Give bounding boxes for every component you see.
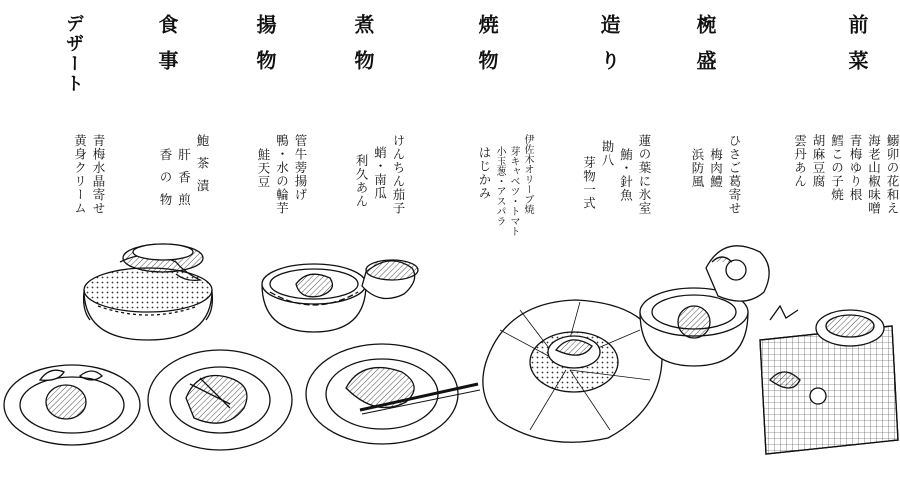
menu-item: 利久あん bbox=[354, 154, 369, 208]
menu-item: 鴨・水の輪芋 bbox=[274, 134, 290, 215]
course-title: 揚物 bbox=[253, 14, 277, 86]
menu-item: 香の物 bbox=[158, 148, 173, 216]
course-title: 焼物 bbox=[475, 14, 499, 86]
menu-item: 芽キャベツ・トマト bbox=[508, 146, 519, 236]
dessert-plate-illustration bbox=[4, 365, 140, 445]
course-title: 前菜 bbox=[845, 14, 869, 86]
sashimi-lotus-illustration bbox=[483, 300, 662, 442]
menu-item: 鮭天豆 bbox=[256, 148, 271, 189]
course-title: 椀盛 bbox=[693, 14, 717, 86]
menu-item: 鰯卯の花和え bbox=[885, 134, 900, 215]
menu-item: ひさご葛寄せ bbox=[727, 134, 742, 215]
menu-item: 海老山椒味噌 bbox=[866, 134, 882, 215]
menu-item: 青梅ゆり根 bbox=[848, 134, 863, 202]
menu-item: 肝香煎 bbox=[176, 148, 192, 216]
menu-item: 黄身クリーム bbox=[72, 134, 88, 215]
menu-item: 鮑茶漬 bbox=[195, 134, 210, 202]
menu-item: 伊佐木オリーブ焼 bbox=[522, 134, 533, 214]
course-title: デザート bbox=[63, 14, 84, 94]
course-title: 煮物 bbox=[351, 14, 375, 86]
menu-item: 鱈この子焼 bbox=[829, 134, 845, 202]
fried-plate-illustration bbox=[148, 350, 292, 450]
soup-bowl-illustration bbox=[640, 246, 769, 366]
menu-item: 勘八 bbox=[600, 140, 615, 167]
grilled-plate-illustration bbox=[306, 344, 480, 444]
menu-item: 雲丹あん bbox=[792, 134, 808, 188]
menu-item: 蛸・南瓜 bbox=[372, 146, 388, 200]
menu-item: 管牛蒡揚げ bbox=[293, 134, 308, 202]
menu-item: 浜防風 bbox=[690, 148, 705, 189]
course-title: 造り bbox=[597, 14, 621, 86]
course-title: 食事 bbox=[155, 14, 179, 86]
simmered-bowl-illustration bbox=[262, 260, 418, 332]
menu-item: 蓮の葉に氷室 bbox=[637, 134, 652, 215]
menu-item: はじかみ bbox=[477, 146, 492, 200]
menu-item: 青梅水晶寄せ bbox=[91, 134, 106, 215]
menu-item: 芽物一式 bbox=[581, 156, 597, 210]
menu-item: 梅肉鱧 bbox=[708, 148, 724, 189]
appetizer-tray-illustration bbox=[760, 306, 898, 454]
menu-item: 胡麻豆腐 bbox=[811, 134, 826, 188]
menu-item: けんちん茄子 bbox=[391, 134, 406, 215]
menu-item: 鮪・針魚 bbox=[618, 148, 634, 202]
rice-bowl-illustration bbox=[84, 244, 213, 340]
menu-item: 小玉葱・アスパラ bbox=[494, 146, 505, 226]
